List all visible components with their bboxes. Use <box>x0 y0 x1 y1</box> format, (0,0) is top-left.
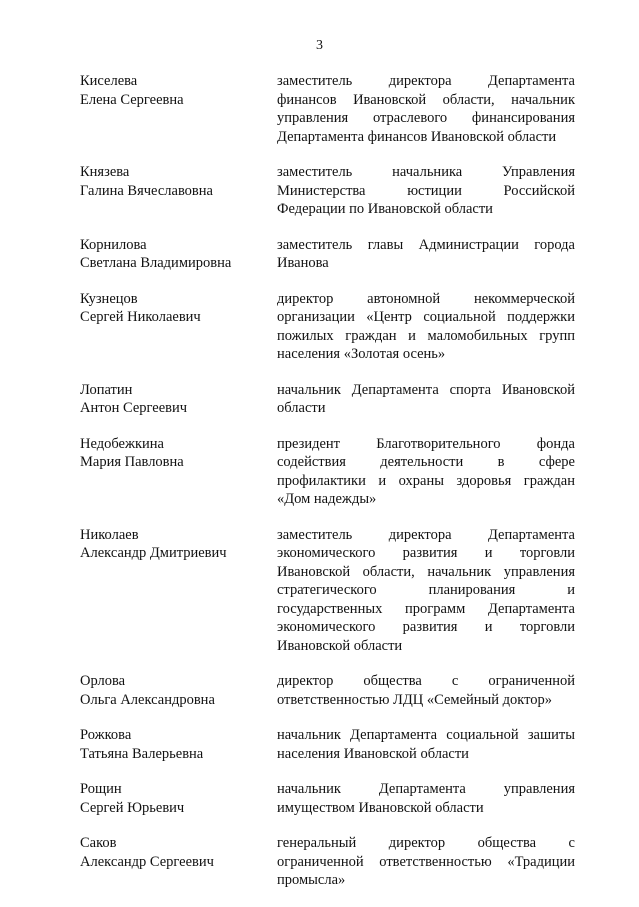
member-entry <box>80 72 575 146</box>
member-position <box>277 526 575 656</box>
position-line: области <box>277 400 326 416</box>
member-entry <box>80 236 575 273</box>
member-position <box>277 163 575 219</box>
position-line: пожилых граждан и маломобильных групп <box>277 327 575 344</box>
member-surname: Недобежкина <box>80 435 164 452</box>
member-entry <box>80 672 575 709</box>
member-surname: Кузнецов <box>80 290 138 307</box>
member-given-names: Сергей Николаевич <box>80 309 201 325</box>
member-entry <box>80 780 575 817</box>
position-line: населения Ивановской области <box>277 745 469 762</box>
position-line: содействия деятельности в сфере <box>277 454 575 470</box>
position-line: экономического развития и торговли <box>277 545 575 561</box>
member-name <box>80 435 277 509</box>
member-position <box>277 72 575 146</box>
position-line: населения «Золотая осень» <box>277 346 446 362</box>
member-given-names: Сергей Юрьевич <box>80 799 185 816</box>
member-given-names: Елена Сергеевна <box>80 91 184 108</box>
member-name <box>80 672 277 709</box>
position-line: генеральный директор общества с <box>277 835 575 851</box>
member-entry <box>80 726 575 763</box>
member-position <box>277 381 575 418</box>
member-surname: Корнилова <box>80 236 147 253</box>
position-line: ограниченной ответственностью «Традиции <box>277 853 575 870</box>
position-line: экономического развития и торговли <box>277 619 575 635</box>
member-name <box>80 72 277 146</box>
member-name <box>80 381 277 418</box>
member-surname: Киселева <box>80 73 138 89</box>
member-entry <box>80 163 575 219</box>
position-line: Министерства юстиции Российской <box>277 182 575 199</box>
position-line: Ивановской области, начальник управления <box>277 563 575 580</box>
member-position <box>277 834 575 890</box>
member-surname: Николаев <box>80 526 139 543</box>
member-entry <box>80 526 575 656</box>
position-line: заместитель директора Департамента <box>277 73 575 89</box>
position-line: начальник Департамента управления <box>277 781 575 797</box>
member-position <box>277 672 575 709</box>
position-line: заместитель главы Администрации города <box>277 236 575 253</box>
member-entry <box>80 834 575 890</box>
member-given-names: Мария Павловна <box>80 454 184 470</box>
member-name <box>80 526 277 656</box>
member-given-names: Татьяна Валерьевна <box>80 745 204 762</box>
member-surname: Князева <box>80 164 130 180</box>
member-given-names: Галина Вячеславовна <box>80 182 213 199</box>
position-line: начальник Департамента спорта Ивановской <box>277 381 575 398</box>
position-line: директор автономной некоммерческой <box>277 290 575 307</box>
position-line: «Дом надежды» <box>277 491 377 507</box>
position-line: стратегического планирования и <box>277 582 575 598</box>
member-name <box>80 726 277 763</box>
member-surname: Рощин <box>80 781 122 797</box>
position-line: Иванова <box>277 255 329 271</box>
position-line: президент Благотворительного фонда <box>277 435 575 452</box>
member-given-names: Светлана Владимировна <box>80 255 232 271</box>
member-surname: Орлова <box>80 673 126 689</box>
member-surname: Саков <box>80 835 117 851</box>
position-line: промысла» <box>277 872 346 888</box>
member-entry <box>80 381 575 418</box>
position-line: начальник Департамента социальной зашиты <box>277 727 575 743</box>
member-name <box>80 290 277 364</box>
position-line: директор общества с ограниченной <box>277 673 575 689</box>
position-line: Федерации по Ивановской области <box>277 201 493 217</box>
member-position <box>277 290 575 364</box>
page-number: 3 <box>316 38 323 53</box>
member-surname: Лопатин <box>80 381 133 398</box>
member-given-names: Александр Сергеевич <box>80 853 214 870</box>
position-line: ответственностью ЛДЦ «Семейный доктор» <box>277 691 553 708</box>
member-position <box>277 726 575 763</box>
member-name <box>80 163 277 219</box>
member-name <box>80 780 277 817</box>
members-list <box>80 72 575 907</box>
member-given-names: Антон Сергеевич <box>80 400 188 416</box>
position-line: управления отраслевого финансирования <box>277 110 575 126</box>
position-line: Ивановской области <box>277 637 403 654</box>
member-entry <box>80 290 575 364</box>
position-line: организации «Центр социальной поддержки <box>277 309 575 325</box>
member-name <box>80 834 277 890</box>
member-given-names: Ольга Александровна <box>80 691 215 708</box>
position-line: Департамента финансов Ивановской области <box>277 128 557 145</box>
member-entry <box>80 435 575 509</box>
member-given-names: Александр Дмитриевич <box>80 545 227 561</box>
member-position <box>277 236 575 273</box>
position-line: имуществом Ивановской области <box>277 799 484 816</box>
member-position <box>277 780 575 817</box>
position-line: заместитель начальника Управления <box>277 164 575 180</box>
member-name <box>80 236 277 273</box>
position-line: профилактики и охраны здоровья граждан <box>277 472 575 489</box>
member-position <box>277 435 575 509</box>
position-line: финансов Ивановской области, начальник <box>277 91 575 108</box>
position-line: заместитель директора Департамента <box>277 526 575 543</box>
member-surname: Рожкова <box>80 727 132 743</box>
position-line: государственных программ Департамента <box>277 600 575 617</box>
